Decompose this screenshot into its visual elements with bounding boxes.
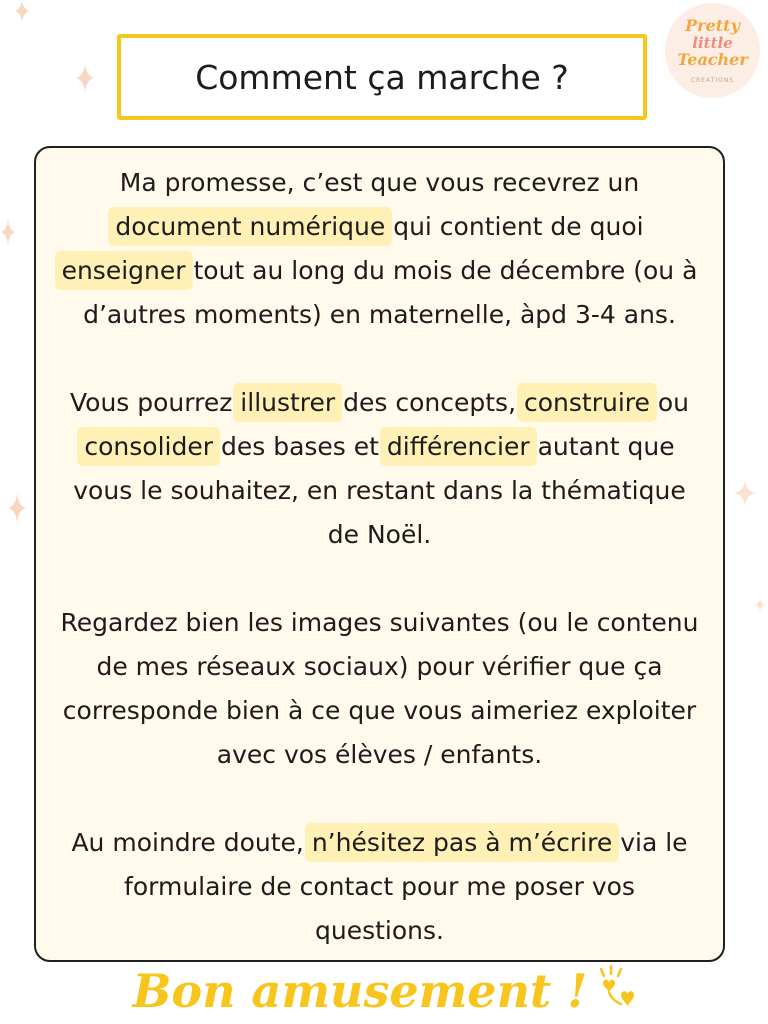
brand-logo bbox=[665, 3, 760, 98]
logo-word: Pretty bbox=[685, 16, 740, 35]
text-line bbox=[36, 425, 723, 469]
sparkle-icon bbox=[15, 0, 29, 22]
text-segment: vous le souhaitez, en restant dans la thématique bbox=[73, 476, 686, 505]
closing-message: Bon amusement ! bbox=[132, 964, 588, 1018]
text-segment: via le bbox=[620, 828, 688, 857]
text-segment: Au moindre doute, bbox=[71, 828, 304, 857]
logo-word: Teacher bbox=[677, 50, 748, 69]
text-segment: ou bbox=[657, 388, 689, 417]
text-line bbox=[36, 645, 723, 689]
text-line bbox=[36, 249, 723, 293]
sparkle-icon bbox=[8, 493, 26, 523]
info-card bbox=[34, 146, 725, 962]
text-line bbox=[36, 205, 723, 249]
text-line bbox=[36, 821, 723, 865]
text-segment: Vous pourrez bbox=[69, 388, 233, 417]
text-segment: de mes réseaux sociaux) pour vérifier que ça bbox=[96, 652, 663, 681]
text-segment: de Noël. bbox=[327, 520, 432, 549]
text-line bbox=[36, 733, 723, 777]
paragraph bbox=[36, 161, 723, 337]
text-line bbox=[36, 689, 723, 733]
text-segment: autant que bbox=[537, 432, 675, 461]
highlighted-text: construire bbox=[517, 383, 657, 422]
text-segment: Regardez bien les images suivantes (ou le contenu bbox=[60, 608, 699, 637]
text-segment: tout au long du mois de décembre (ou à bbox=[193, 256, 698, 285]
highlighted-text: document numérique bbox=[108, 207, 392, 246]
text-line bbox=[36, 161, 723, 205]
text-segment: des bases et bbox=[220, 432, 379, 461]
text-line bbox=[36, 601, 723, 645]
text-line bbox=[36, 909, 723, 953]
title-box bbox=[117, 34, 647, 120]
sparkle-icon bbox=[76, 63, 94, 93]
paragraph bbox=[36, 821, 723, 953]
text-line bbox=[36, 865, 723, 909]
logo-word: little bbox=[692, 34, 733, 52]
sparkle-icon bbox=[754, 598, 766, 612]
hearts-doodle-icon bbox=[595, 963, 645, 1011]
paragraph bbox=[36, 601, 723, 777]
text-segment: questions. bbox=[315, 916, 444, 945]
text-segment: formulaire de contact pour me poser vos bbox=[124, 872, 635, 901]
highlighted-text: enseigner bbox=[55, 251, 193, 290]
text-segment: avec vos élèves / enfants. bbox=[216, 740, 543, 769]
text-segment: des concepts, bbox=[343, 388, 517, 417]
text-segment: corresponde bien à ce que vous aimeriez exploiter bbox=[62, 696, 697, 725]
text-line bbox=[36, 469, 723, 513]
highlighted-text: consolider bbox=[77, 427, 220, 466]
text-segment: qui contient de quoi bbox=[393, 212, 644, 241]
paragraph bbox=[36, 381, 723, 557]
text-line bbox=[36, 381, 723, 425]
logo-subtitle: CREATIONS bbox=[690, 77, 735, 84]
highlighted-text: différencier bbox=[380, 427, 537, 466]
page-title: Comment ça marche ? bbox=[195, 57, 569, 97]
text-line bbox=[36, 513, 723, 557]
highlighted-text: n’hésitez pas à m’écrire bbox=[305, 823, 619, 862]
text-segment: d’autres moments) en maternelle, àpd 3-4 ans. bbox=[83, 300, 676, 329]
text-line bbox=[36, 293, 723, 337]
text-segment: Ma promesse, c’est que vous recevrez un bbox=[119, 168, 640, 197]
highlighted-text: illustrer bbox=[233, 383, 342, 422]
sparkle-icon bbox=[1, 219, 15, 245]
sparkle-icon bbox=[733, 479, 757, 507]
